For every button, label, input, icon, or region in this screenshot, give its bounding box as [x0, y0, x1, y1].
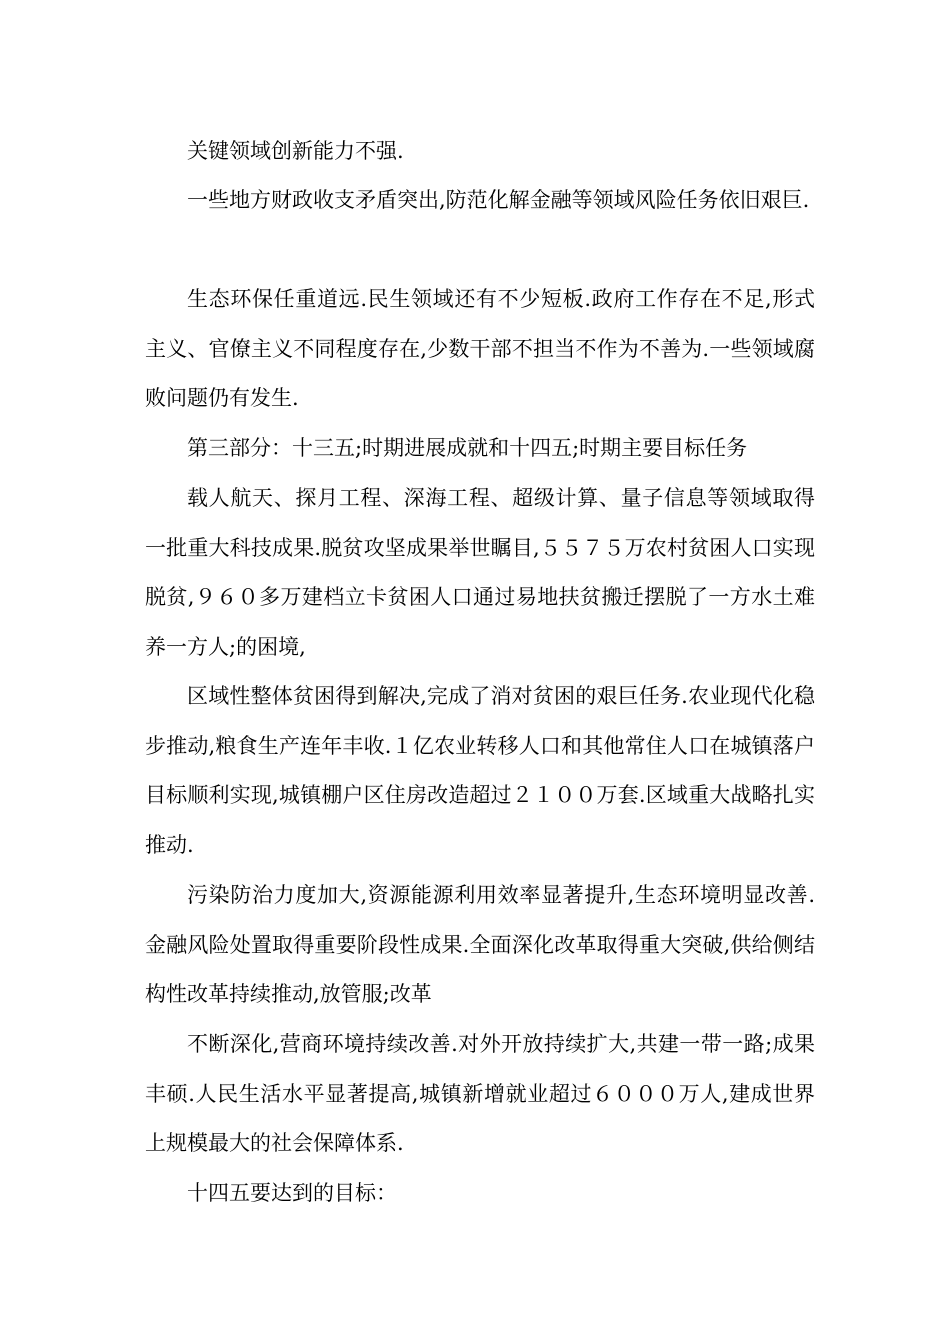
paragraph-9: 十四五要达到的目标：	[187, 1181, 397, 1205]
paragraph-7: 污染防治力度加大,资源能源利用效率显著提升,生态环境明显改善.金融风险处置取得重要阶段性成果.全面深化改革取得重大突破,供给侧结构性改革持续推动,放管服;改革	[145, 883, 815, 1007]
paragraph-8: 不断深化,营商环境持续改善.对外开放持续扩大,共建一带一路;成果丰硕.人民生活水平显著提高,城镇新增就业超过６０００万人,建成世界上规模最大的社会保障体系.	[145, 1032, 815, 1156]
paragraph-3: 生态环保任重道远.民生领域还有不少短板.政府工作存在不足,形式主义、官僚主义不同程度存在,少数干部不担当不作为不善为.一些领域腐败问题仍有发生.	[145, 287, 815, 411]
paragraph-1: 关键领域创新能力不强.	[187, 139, 404, 163]
paragraph-6: 区域性整体贫困得到解决,完成了消对贫困的艰巨任务.农业现代化稳步推动,粮食生产连年丰收.１亿农业转移人口和其他常住人口在城镇落户目标顺利实现,城镇棚户区住房改造超过２１００万套.区域重大战略扎实推动.	[145, 684, 815, 857]
paragraph-4: 第三部分：十三五;时期进展成就和十四五;时期主要目标任务	[187, 436, 748, 460]
paragraph-5: 载人航天、探月工程、深海工程、超级计算、量子信息等领域取得一批重大科技成果.脱贫攻坚成果举世瞩目,５５７５万农村贫困人口实现脱贫,９６０多万建档立卡贫困人口通过易地扶贫搬迁摆脱了一方水土难养一方人;的困境,	[145, 486, 815, 659]
paragraph-2: 一些地方财政收支矛盾突出,防范化解金融等领域风险任务依旧艰巨.	[187, 188, 810, 212]
